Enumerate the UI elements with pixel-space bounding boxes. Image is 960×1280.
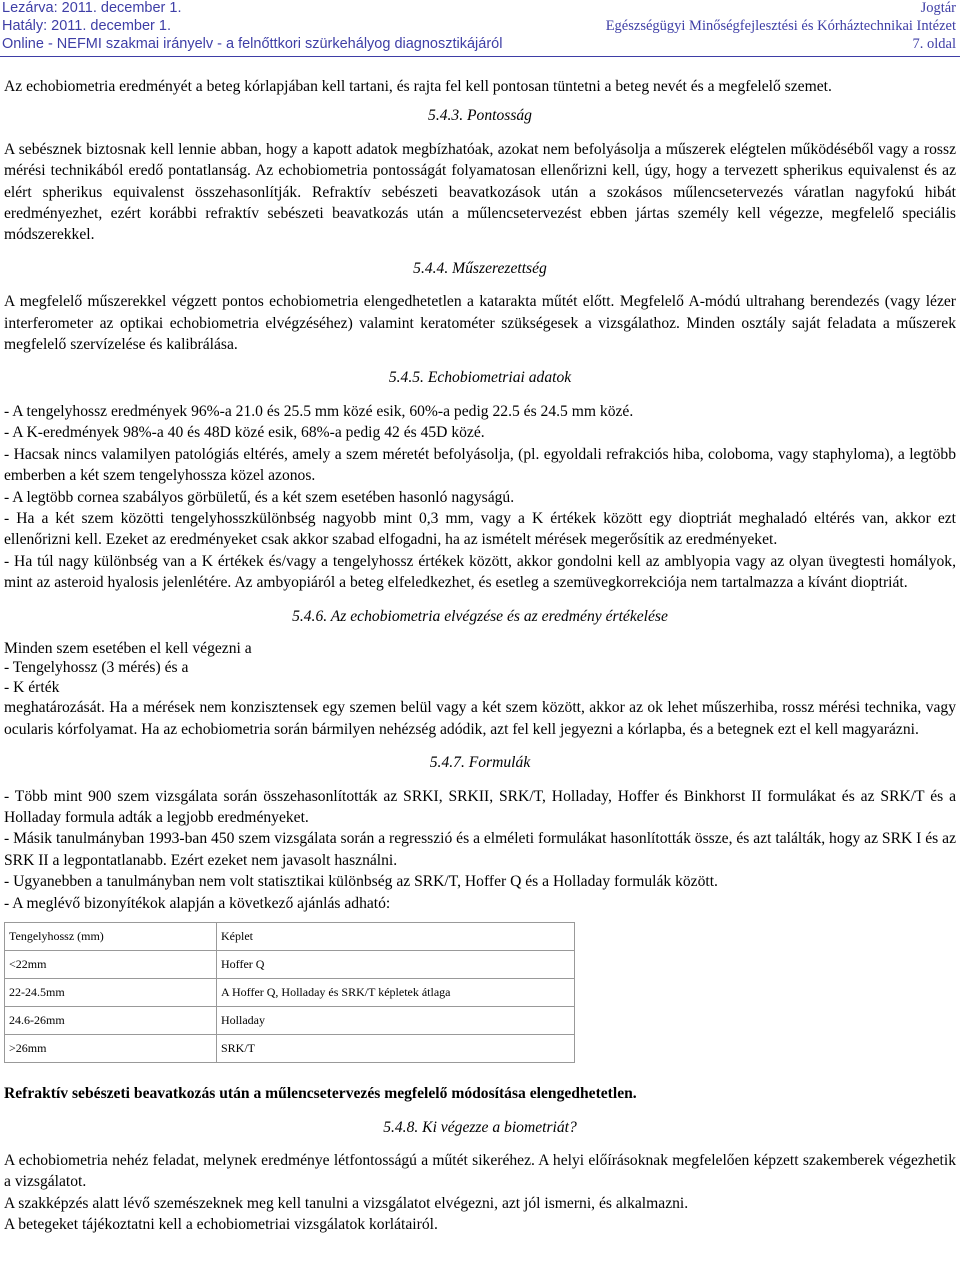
table-row: [5, 1007, 575, 1035]
formula-table: [4, 922, 575, 1063]
list-item: - Több mint 900 szem vizsgálata során összehasonlították az SRKI, SRKII, SRK/T, Holladay, Hoffer és Binkhorst II formulákat és az SRK/T és a Holladay formula adták a legjobb eredményeket.: [4, 787, 956, 827]
page-header: [0, 0, 960, 60]
list-item: - A K-eredmények 98%-a 40 és 48D közé esik, 68%-a pedig 42 és 45D közé.: [4, 424, 485, 442]
list-item: - Másik tanulmányban 1993-ban 450 szem vizsgálata során a regresszió és a elméleti formulákat hasonlították össze, és azt találták, hogy az SRK I és az SRK II a legpontatlanabb. Ezért ezeket nem javasolt használni.: [4, 830, 956, 869]
table-cell: Hoffer Q: [217, 951, 575, 979]
section-5-4-8-text: A szakképzés alatt lévő szemészeknek meg kell tanulni a vizsgálatot elvégezni, azt jól ismerni, és alkalmazni.: [4, 1194, 689, 1212]
section-5-4-8-text: A echobiometria nehéz feladat, melynek eredménye létfontosságú a műtét sikeréhez. A helyi előírásoknak megfelelően képzett szakemberek végezhetik a vizsgálatot.: [4, 1151, 956, 1191]
list-item: - A meglévő bizonyítékok alapján a következő ajánlás adható:: [4, 894, 391, 912]
section-5-4-8-title: 5.4.8. Ki végezze a biometriát?: [383, 1118, 577, 1136]
section-5-4-7-title: 5.4.7. Formulák: [429, 754, 531, 772]
list-item: - Ha a két szem közötti tengelyhosszkülönbség nagyobb mint 0,3 mm, vagy a K értékek között egy dioptriát meghaladó eltérés van, akkor ezt ellenőrizni kell. Ezeket az eredményeket csak akkor szabad elfogadni, ha az ismételt mérések megerősítik az eredményeket.: [4, 509, 956, 549]
table-cell: <22mm: [5, 951, 217, 979]
document-body: [4, 76, 956, 1236]
table-row: [5, 979, 575, 1007]
section-5-4-5-title: 5.4.5. Echobiometriai adatok: [388, 369, 572, 387]
list-item: - Ha túl nagy különbség van a K értékek és/vagy a tengelyhossz értékek között, akkor gondolni kell az amblyopia vagy az olyan üvegtesti homályok, mint az asteroid hyalosis jelenlétére. Az ambyopiáról a beteg elfeledkezhet, és esetleg a szemüvegkorrekciója nem tartalmazza a kívánt dioptriát.: [4, 552, 956, 592]
header-publisher: Jogtár: [920, 0, 956, 16]
header-effective-date: Hatály: 2011. december 1.: [2, 18, 171, 34]
table-cell: 24.6-26mm: [5, 1007, 217, 1035]
table-header-axial-length: Tengelyhossz (mm): [5, 923, 217, 951]
measurement-item: - K érték: [4, 678, 60, 696]
section-5-4-4-text: A megfelelő műszerekkel végzett pontos echobiometria elengedhetetlen a katarakta műtét előtt. Megfelelő A-módú ultrahang berendezés (vagy lézer interferometer az optikai echobiometria elvégzéséhez) valamint keratométer szükségesek a vizsgálathoz. Minden osztály saját feladata a műszerek megfelelő szervízelése és kalibrálása.: [4, 293, 956, 354]
table-row: [5, 951, 575, 979]
section-5-4-8-text: A betegeket tájékoztatni kell a echobiometriai vizsgálatok korlátairól.: [4, 1216, 438, 1234]
measurement-intro: Minden szem esetében el kell végezni a: [4, 639, 252, 657]
table-cell: Holladay: [217, 1007, 575, 1035]
measurement-list: [4, 639, 956, 698]
header-institute: Egészségügyi Minőségfejlesztési és Kórháztechnikai Intézet: [605, 18, 956, 34]
section-5-4-6-title: 5.4.6. Az echobiometria elvégzése és az eredmény értékelése: [292, 607, 668, 625]
table-cell: SRK/T: [217, 1035, 575, 1063]
header-document-title: Online - NEFMI szakmai irányelv - a felnőttkori szürkehályog diagnosztikájáról: [2, 36, 503, 52]
section-5-4-3-title: 5.4.3. Pontosság: [428, 107, 532, 125]
list-item: - A legtöbb cornea szabályos görbületű, és a két szem esetében hasonló nagyságú.: [4, 488, 515, 506]
table-row: [5, 1035, 575, 1063]
table-cell: A Hoffer Q, Holladay és SRK/T képletek átlaga: [217, 979, 575, 1007]
list-item: - A tengelyhossz eredmények 96%-a 21.0 és 25.5 mm közé esik, 60%-a pedig 22.5 és 24.5 mm közé.: [4, 402, 634, 420]
bold-note: Refraktív sebészeti beavatkozás után a műlencsetervezés megfelelő módosítása elengedhetetlen.: [4, 1085, 637, 1103]
table-header-row: [5, 923, 575, 951]
section-5-4-3-text: A sebésznek biztosnak kell lennie abban, hogy a kapott adatok megbízhatóak, azokat nem befolyásolja a műszerek elégtelen működéséből vagy a rossz mérési technikából eredő pontatlanság. Az echobiometria pontosságát folyamatosan ellenőrizni kell, úgy, hogy a tervezett spherikus equivalenst és az elért spherikus equivalenst összehasonlítják. Refraktív sebészeti beavatkozások után a szokásos műlencsetervezés váratlan nagyfokú hibát eredményezhet, ezért korábbi refraktív sebészeti beavatkozás után a műlencsetervezést ebben jártas személy kell végezze, megfelelő speciális módszerekkel.: [4, 140, 956, 244]
table-cell: >26mm: [5, 1035, 217, 1063]
measurement-item: - Tengelyhossz (3 mérés) és a: [4, 659, 189, 677]
list-item: - Ugyanebben a tanulmányban nem volt statisztikai különbség az SRK/T, Hoffer Q és a Holladay formulák között.: [4, 873, 718, 891]
list-item: - Hacsak nincs valamilyen patológiás eltérés, amely a szem méretét befolyásolja, (pl. egyoldali refrakciós hiba, coloboma, vagy staphyloma), a legtöbb emberben a két szem tengelyhossza közel azonos.: [4, 445, 956, 485]
table-header-formula: Képlet: [217, 923, 575, 951]
header-divider: [0, 56, 960, 57]
table-cell: 22-24.5mm: [5, 979, 217, 1007]
section-5-4-6-text: meghatározását. Ha a mérések nem konzisztensek egy szemen belül vagy a két szem között, akkor az ok lehet műszerhiba, rossz mérési technika, vagy ocularis kórfolyamat. Ha az echobiometria során bármilyen nehézség adódik, azt fel kell jegyezni a kórlapba, és a betegnek ezt el kell magyarázni.: [4, 699, 956, 738]
header-lock-date: Lezárva: 2011. december 1.: [2, 0, 182, 16]
intro-paragraph: Az echobiometria eredményét a beteg kórlapjában kell tartani, és rajta fel kell pontosan tüntetni a beteg nevét és a megfelelő szemet.: [4, 78, 832, 95]
section-5-4-4-title: 5.4.4. Műszerezettség: [413, 259, 547, 277]
header-page-number: 7. oldal: [912, 36, 956, 52]
